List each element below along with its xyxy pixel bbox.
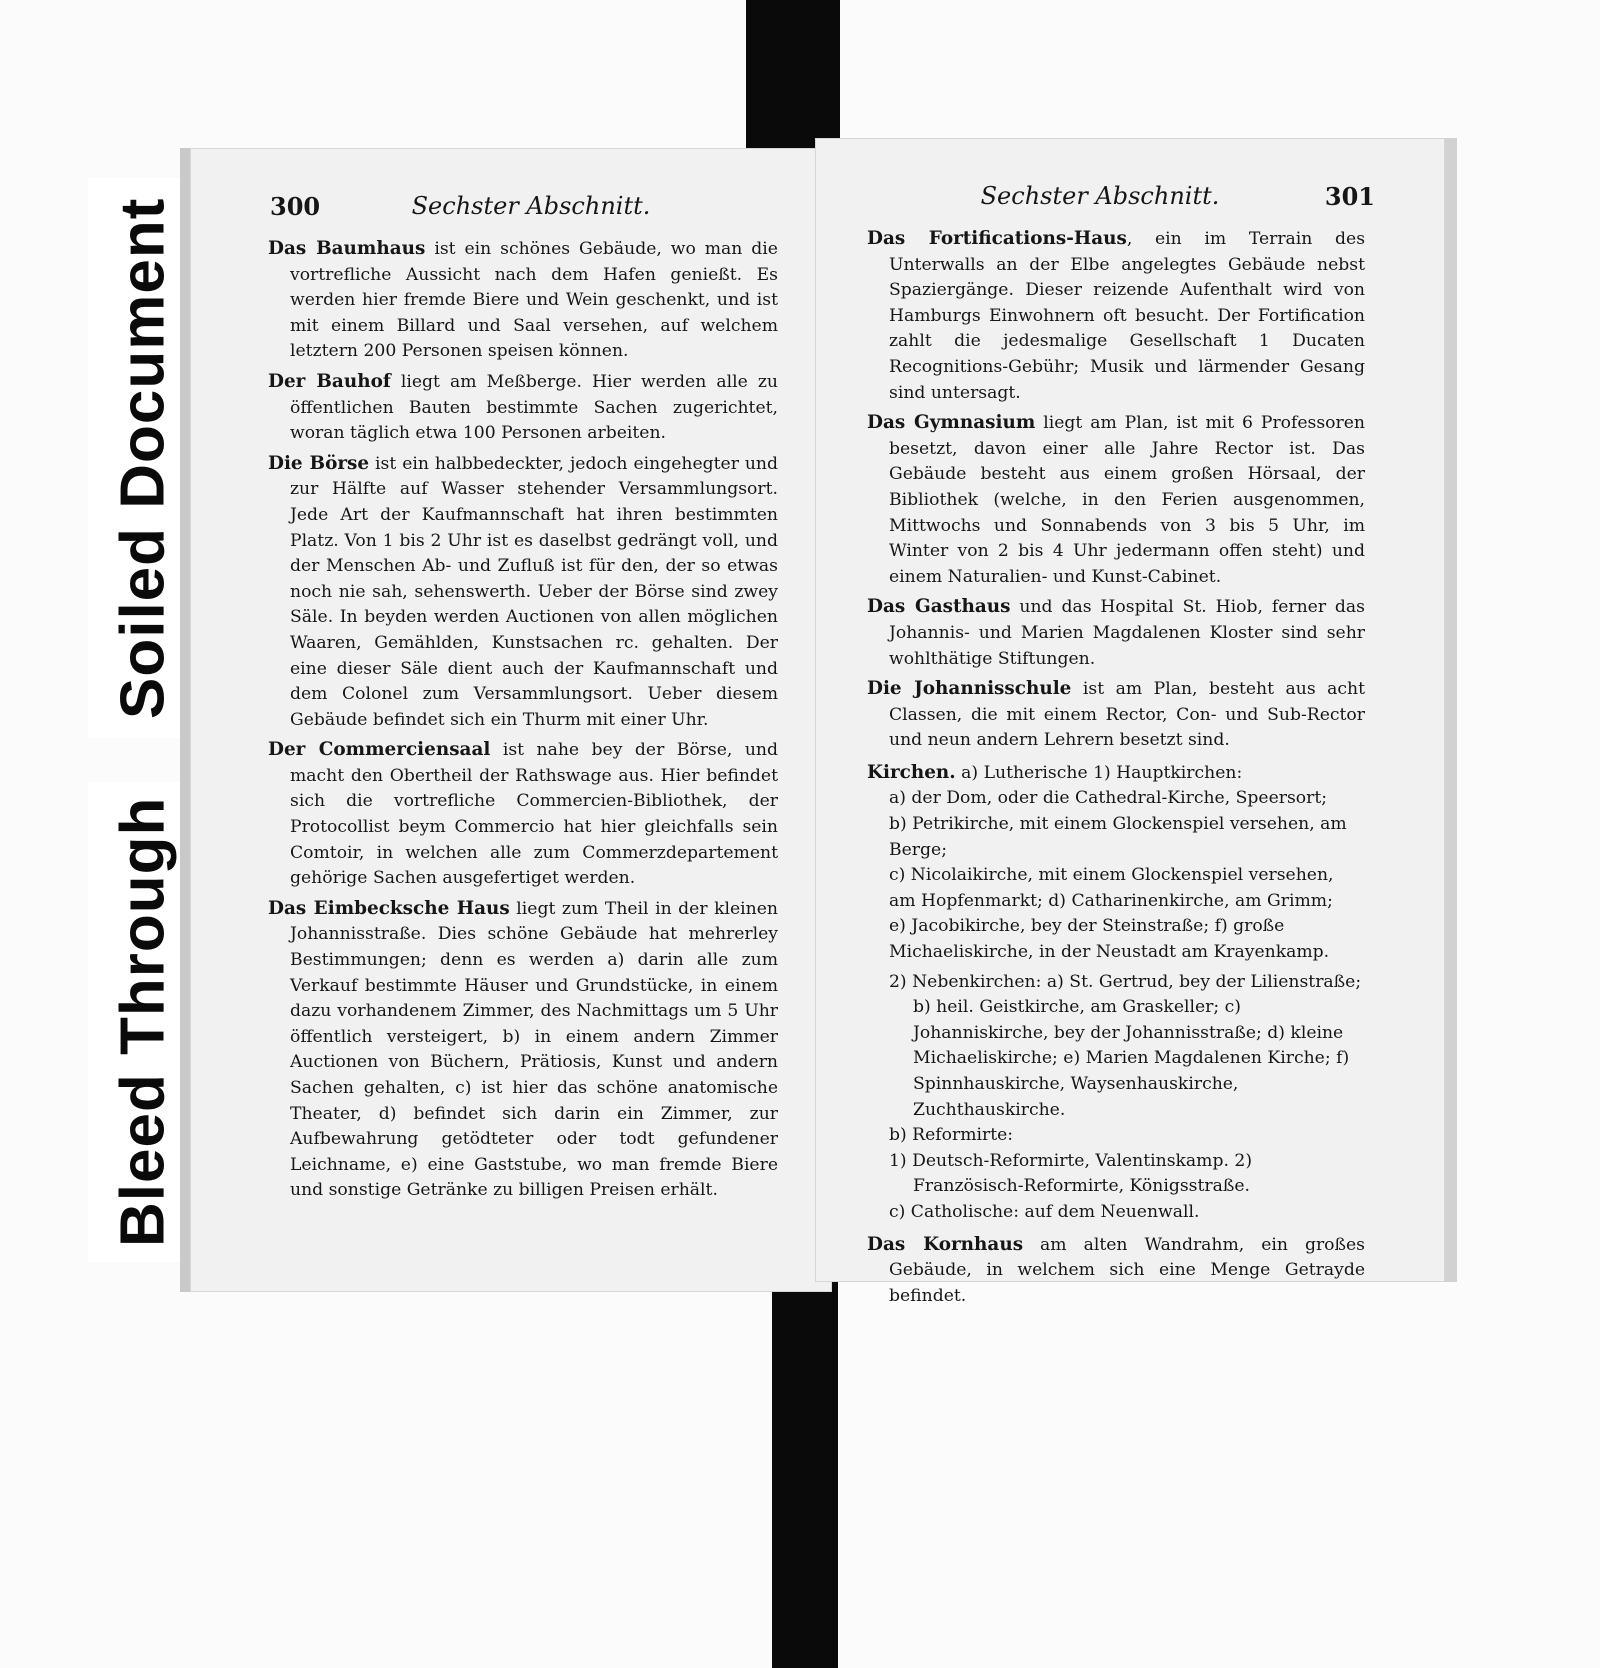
bleed-through-label: Bleed Through bbox=[88, 782, 198, 1262]
soiled-document-label: Soiled Document bbox=[88, 178, 198, 738]
right-page-header bbox=[815, 182, 1445, 218]
entry-baumhaus bbox=[268, 236, 778, 365]
entry-text: , ein im Terrain des Unterwalls an der Elbe angelegtes Gebäude nebst Spaziergänge. Dieser reizende Aufenthalt wird von Hamburgs Einwohnern oft besucht. Der Fortification zahlt die jedesmalige Gesellschaft 1 Ducaten Recognitions-Gebühr; Musik und lärmender Gesang sind untersagt. bbox=[889, 229, 1366, 403]
entry-heading: Das Kornhaus bbox=[867, 1233, 1024, 1255]
entry-heading: Das Baumhaus bbox=[268, 238, 426, 259]
entry-gymnasium bbox=[867, 410, 1365, 590]
entry-johannisschule bbox=[867, 676, 1365, 754]
entry-commerciensaal bbox=[268, 737, 778, 892]
entry-heading: Das Gasthaus bbox=[867, 596, 1011, 618]
page-number: 300 bbox=[270, 192, 321, 221]
entry-text: liegt zum Theil in der kleinen Johannisstraße. Dies schöne Gebäude hat mehrerley Bestimmungen; denn es werden a) darin alle zum Verkauf bestimmte Häuser und Grundstücke, in einem dazu vorhandenem Zimmer, des Nachmittags um 5 Uhr öffentlich versteigert, b) in einem andern Zimmer Auctionen von Büchern, Prätiosis, Kunst und andern Sachen gehalten, c) ist hier das schöne anatomische Theater, d) befindet sich darin ein Zimmer, zur Aufbewahrung getödteter oder todt gefundener Leichname, e) eine Gaststube, wo man fremde Biere und sonstige Getränke zu billigen Preisen erhält. bbox=[290, 898, 778, 1201]
hauptkirche-line: a) der Dom, oder die Cathedral-Kirche, Speersort; bbox=[889, 788, 1328, 809]
reformirte-heading: b) Reformirte: bbox=[889, 1125, 1014, 1146]
entry-heading: Die Johannisschule bbox=[867, 678, 1072, 700]
hauptkirche-line: c) Nicolaikirche, mit einem Glockenspiel versehen, am Hopfenmarkt; d) Catharinenkirche, am Grimm; bbox=[889, 865, 1334, 911]
right-page bbox=[815, 138, 1457, 1306]
hauptkirche-line: b) Petrikirche, mit einem Glockenspiel versehen, am Berge; bbox=[889, 814, 1347, 860]
entry-text: ist ein schönes Gebäude, wo man die vortrefliche Aussicht nach dem Hafen genießt. Es werden hier fremde Biere und Wein geschenkt, und ist mit einem Billard und Saal versehen, auf welchem letztern 200 Personen speisen können. bbox=[290, 239, 778, 362]
nebenkirchen: 2) Nebenkirchen: a) St. Gertrud, bey der Lilienstraße; b) heil. Geistkirche, am Graskeller; c) Johanniskirche, bey der Johannisstraße; d) kleine Michaeliskirche; e) Marien Magdalenen Kirche; f) Spinnhauskirche, Waysenhauskirche, Zuchthauskirche. bbox=[889, 971, 1362, 1120]
entry-heading: Die Börse bbox=[268, 452, 370, 474]
reformirte-list: 1) Deutsch-Reformirte, Valentinskamp. 2) Französisch-Reformirte, Königsstraße. bbox=[889, 1150, 1253, 1197]
entry-eimbecksche-haus bbox=[268, 896, 778, 1204]
entry-heading: Das Gymnasium bbox=[867, 412, 1036, 434]
entry-text: liegt am Plan, ist mit 6 Professoren besetzt, davon einer alle Jahre Rector ist. Das Gebäude besteht aus einem großen Hörsaal, der Bibliothek (welche, in den Ferien ausgenommen, Mittwochs und Sonnabends von 3 bis 5 Uhr, im Winter von 2 bis 4 Uhr jedermann offen steht) und einem Naturalien- und Kunst-Cabinet. bbox=[889, 413, 1365, 587]
hauptkirche-line: e) Jacobikirche, bey der Steinstraße; f) große Michaeliskirche, in der Neustadt am Krayenkamp. bbox=[889, 916, 1330, 963]
entry-text: liegt am Meßberge. Hier werden alle zu öffentlichen Bauten bestimmte Sachen zugerichtet, woran täglich etwa 100 Personen arbeiten. bbox=[290, 371, 778, 444]
left-page-header bbox=[190, 192, 832, 228]
kirchen-section bbox=[867, 760, 1365, 1226]
entry-text: und das Hospital St. Hiob, ferner das Johannis- und Marien Magdalenen Kloster sind sehr wohlthätige Stiftungen. bbox=[889, 597, 1365, 669]
running-title: Sechster Abschnitt. bbox=[411, 192, 651, 220]
entry-text: am alten Wandrahm, ein großes Gebäude, in welchem sich eine Menge Getrayde befindet. bbox=[889, 1234, 1365, 1306]
page-number: 301 bbox=[1324, 182, 1375, 211]
right-page-body bbox=[867, 226, 1365, 1313]
entry-text: ist am Plan, besteht aus acht Classen, die mit einem Rector, Con- und Sub-Rector und neun andern Lehrern besetzt sind. bbox=[889, 679, 1365, 751]
film-frame-bar-bottom bbox=[772, 1280, 838, 1668]
running-title: Sechster Abschnitt. bbox=[980, 182, 1220, 210]
left-page bbox=[180, 148, 832, 1292]
entry-heading: Der Commerciensaal bbox=[268, 739, 491, 761]
entry-heading: Das Eimbecksche Haus bbox=[268, 897, 510, 919]
entry-fortifications-haus bbox=[867, 226, 1365, 406]
kirchen-intro: a) Lutherische 1) Hauptkirchen: bbox=[955, 762, 1243, 783]
entry-gasthaus bbox=[867, 594, 1365, 672]
entry-heading: Das Fortifications-Haus bbox=[867, 228, 1127, 249]
entry-text: ist ein halbbedeckter, jedoch eingehegter und zur Hälfte auf Wasser stehender Versammlungsort. Jede Art der Kaufmannschaft hat ihren bestimmten Platz. Von 1 bis 2 Uhr ist es daselbst gedrängt voll, und der Menschen Ab- und Zufluß ist für den, der so etwas noch nie sah, sehenswerth. Ueber der Börse sind zwey Säle. In beyden werden Auctionen von allen möglichen Waaren, Gemählden, Kunstsachen rc. gehalten. Der eine dieser Säle dient auch der Kaufmannschaft und dem Colonel zum Versammlungsort. Ueber diesem Gebäude befindet sich ein Thurm mit einer Uhr. bbox=[290, 453, 779, 730]
catholische-line: c) Catholische: auf dem Neuenwall. bbox=[889, 1201, 1200, 1222]
entry-bauhof bbox=[268, 369, 778, 447]
kirchen-heading: Kirchen. bbox=[867, 761, 956, 783]
film-frame-bar-top bbox=[746, 0, 840, 150]
entry-kornhaus bbox=[867, 1232, 1365, 1310]
entry-boerse bbox=[268, 451, 778, 734]
entry-text: ist nahe bey der Börse, und macht den Obertheil der Rathswage aus. Hier befindet sich die vortrefliche Commercien-Bibliothek, der Protocollist beym Commercio hat hier gleichfalls sein Comtoir, in welchen alle zum Commerzdepartement gehörige Sachen ausgefertiget werden. bbox=[290, 740, 778, 889]
entry-heading: Der Bauhof bbox=[268, 370, 391, 392]
left-page-body bbox=[268, 236, 778, 1208]
kirchen-heading-line bbox=[867, 760, 1365, 787]
